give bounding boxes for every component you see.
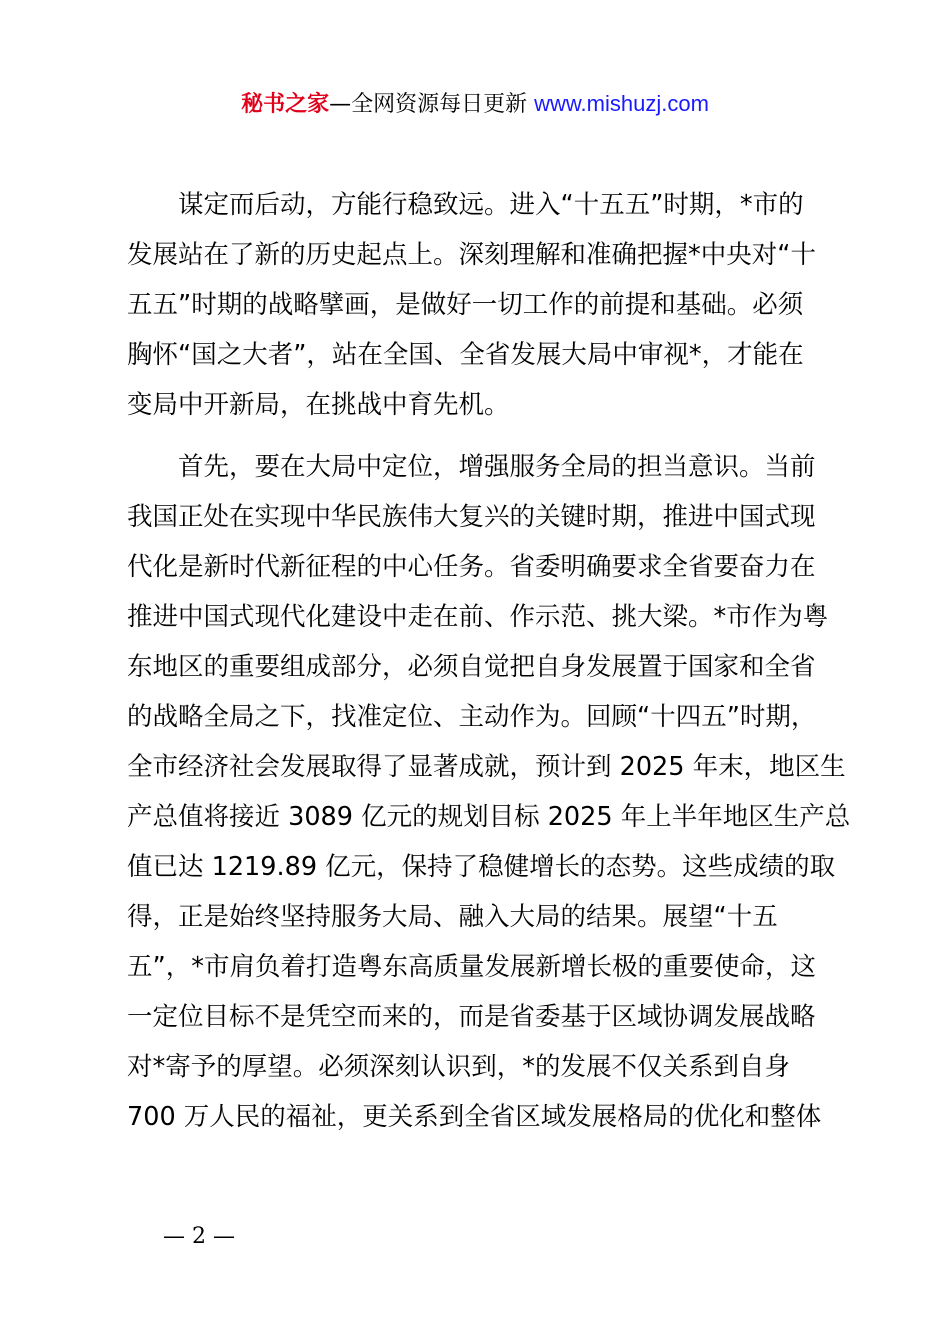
paragraph-line: 谋定而后动，方能行稳致远。进入“十五五”时期，*市的 (178, 190, 804, 220)
site-url-link[interactable]: www.mishuzj.com (534, 91, 709, 116)
site-header (0, 86, 950, 123)
site-tagline: —全网资源每日更新 (329, 92, 535, 117)
paragraph-line: 值已达 1219.89 亿元，保持了稳健增长的态势。这些成绩的取 (127, 852, 836, 882)
paragraph-line: 变局中开新局，在挑战中育先机。 (127, 390, 510, 420)
paragraph-line: 得，正是始终坚持服务大局、融入大局的结果。展望“十五 (127, 902, 778, 932)
paragraph-line: 推进中国式现代化建设中走在前、作示范、挑大梁。*市作为粤 (127, 602, 829, 632)
paragraph-line: 产总值将接近 3089 亿元的规划目标 2025 年上半年地区生产总 (127, 802, 851, 832)
paragraph-line: 对*寄予的厚望。必须深刻认识到，*的发展不仅关系到自身 (127, 1052, 791, 1082)
paragraph-line: 发展站在了新的历史起点上。深刻理解和准确把握*中央对“十 (127, 240, 816, 270)
page-number: — 2 — (163, 1224, 235, 1249)
paragraph-1 (127, 180, 833, 430)
paragraph-line: 东地区的重要组成部分，必须自觉把自身发展置于国家和全省 (127, 652, 816, 682)
paragraph-2 (127, 442, 851, 1142)
paragraph-line: 我国正处在实现中华民族伟大复兴的关键时期，推进中国式现 (127, 502, 816, 532)
paragraph-line: 胸怀“国之大者”，站在全国、全省发展大局中审视*，才能在 (127, 340, 804, 370)
paragraph-line: 一定位目标不是凭空而来的，而是省委基于区域协调发展战略 (127, 1002, 816, 1032)
paragraph-line: 全市经济社会发展取得了显著成就，预计到 2025 年末，地区生 (127, 752, 846, 782)
paragraph-line: 五”，*市肩负着打造粤东高质量发展新增长极的重要使命，这 (127, 952, 816, 982)
paragraph-line: 五五”时期的战略擘画，是做好一切工作的前提和基础。必须 (127, 290, 804, 320)
paragraph-line: 的战略全局之下，找准定位、主动作为。回顾“十四五”时期， (127, 702, 817, 732)
paragraph-line: 700 万人民的福祉，更关系到全省区域发展格局的优化和整体 (127, 1102, 822, 1132)
site-brand: 秘书之家 (241, 92, 330, 117)
paragraph-line: 代化是新时代新征程的中心任务。省委明确要求全省要奋力在 (127, 552, 816, 582)
paragraph-line: 首先，要在大局中定位，增强服务全局的担当意识。当前 (178, 452, 816, 482)
